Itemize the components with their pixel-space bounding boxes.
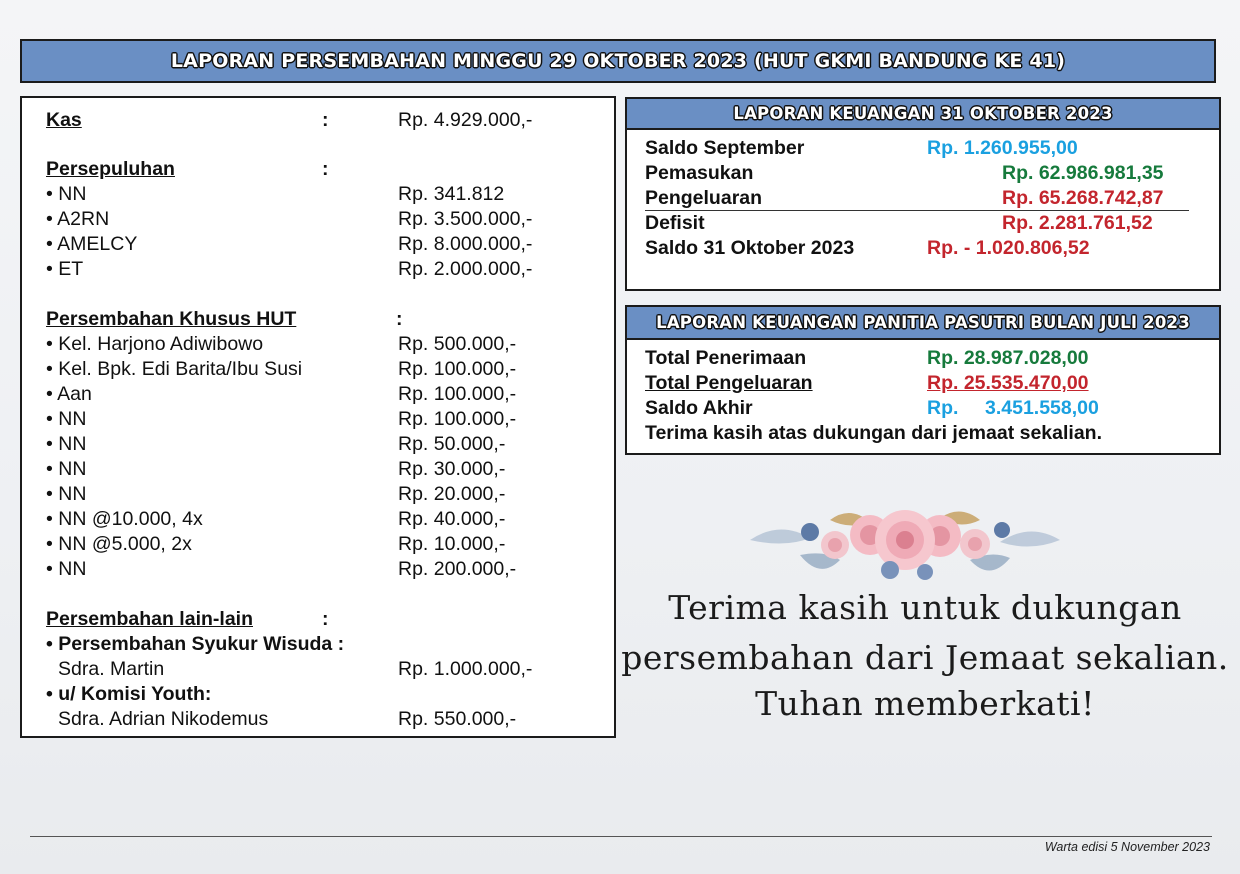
financial-report-box <box>625 97 1221 291</box>
financial-report-title: LAPORAN KEUANGAN 31 OKTOBER 2023 <box>733 104 1113 123</box>
khusus-hut-title: Persembahan Khusus HUT <box>46 308 297 330</box>
donor-amount: Rp. 100.000,- <box>398 383 517 405</box>
khusus-hut-colon: : <box>396 308 403 330</box>
row-label: Pengeluaran <box>645 187 763 209</box>
thanks-line-2: persembahan dari Jemaat sekalian. <box>621 638 1229 677</box>
youth-title: • u/ Komisi Youth: <box>46 683 212 705</box>
row-label: Saldo September <box>645 137 805 159</box>
list-item <box>46 382 606 407</box>
list-item <box>46 657 606 682</box>
donor-amount: Rp. 10.000,- <box>398 533 506 555</box>
defisit-row <box>645 211 1153 236</box>
saldo-akhir-row <box>645 236 1090 261</box>
thanks-line-1: Terima kasih untuk dukungan <box>668 588 1182 627</box>
row-label: Saldo Akhir <box>645 397 753 419</box>
list-item <box>46 507 606 532</box>
kas-colon: : <box>322 109 329 131</box>
lain-lain-heading <box>46 607 606 632</box>
kas-amount: Rp. 4.929.000,- <box>398 109 533 131</box>
lain-lain-colon: : <box>322 608 329 630</box>
total-penerimaan-row <box>645 346 1089 371</box>
pengeluaran-row <box>645 186 1189 211</box>
donor-amount: Rp. 100.000,- <box>398 408 517 430</box>
donor-amount: Rp. 341.812 <box>398 183 505 205</box>
list-item <box>46 332 606 357</box>
donor-amount: Rp. 2.000.000,- <box>398 258 533 280</box>
pasutri-report-header <box>627 307 1219 340</box>
list-item <box>46 257 606 282</box>
donor-amount: Rp. 500.000,- <box>398 333 517 355</box>
donor-name: • AMELCY <box>46 233 138 255</box>
total-pengeluaran-row <box>645 371 1089 396</box>
list-item <box>46 532 606 557</box>
donor-amount: Rp. 100.000,- <box>398 358 517 380</box>
donor-amount: Rp. 50.000,- <box>398 433 506 455</box>
pasutri-report-title: LAPORAN KEUANGAN PANITIA PASUTRI BULAN JULI 2023 <box>656 313 1190 332</box>
donor-name: • Kel. Bpk. Edi Barita/Ibu Susi <box>46 358 303 380</box>
donor-name: • NN <box>46 433 87 455</box>
row-value: Rp. 25.535.470,00 <box>927 372 1089 394</box>
floral-arrangement-icon <box>740 500 1070 590</box>
donor-amount: Rp. 3.500.000,- <box>398 208 533 230</box>
list-item <box>46 357 606 382</box>
row-value: Rp. - 1.020.806,52 <box>927 237 1090 259</box>
footer-edition: Warta edisi 5 November 2023 <box>1044 840 1210 854</box>
row-label: Pemasukan <box>645 162 754 184</box>
pasutri-report-box <box>625 305 1221 455</box>
report-title: LAPORAN PERSEMBAHAN MINGGU 29 OKTOBER 2023 (HUT GKMI BANDUNG KE 41) <box>170 50 1066 72</box>
row-value: Rp. 28.987.028,00 <box>927 347 1089 369</box>
row-value: 3.451.558,00 <box>985 397 1099 419</box>
list-item <box>46 407 606 432</box>
row-label: Total Pengeluaran <box>645 372 813 394</box>
list-item <box>46 207 606 232</box>
list-item <box>46 232 606 257</box>
row-value-prefix: Rp. <box>927 397 959 419</box>
footer-divider <box>30 836 1212 837</box>
donor-name: • ET <box>46 258 84 280</box>
list-item <box>46 707 606 732</box>
wisuda-title: • Persembahan Syukur Wisuda : <box>46 633 345 655</box>
list-item <box>46 182 606 207</box>
donor-name: Sdra. Adrian Nikodemus <box>58 708 269 730</box>
donor-name: • Aan <box>46 383 92 405</box>
pasutri-note <box>645 421 1102 446</box>
saldo-september-row <box>645 136 1078 161</box>
financial-report-header <box>627 99 1219 130</box>
donor-amount: Rp. 1.000.000,- <box>398 658 533 680</box>
donor-name: • Kel. Harjono Adiwibowo <box>46 333 264 355</box>
donor-amount: Rp. 20.000,- <box>398 483 506 505</box>
saldo-akhir-row <box>645 396 1099 421</box>
kas-row <box>46 108 606 133</box>
lain-lain-title: Persembahan lain-lain <box>46 608 253 630</box>
donor-name: • NN <box>46 458 87 480</box>
note-text: Terima kasih atas dukungan dari jemaat sekalian. <box>645 422 1102 444</box>
donor-amount: Rp. 8.000.000,- <box>398 233 533 255</box>
donor-amount: Rp. 550.000,- <box>398 708 517 730</box>
list-item <box>46 457 606 482</box>
row-label: Defisit <box>645 212 705 234</box>
row-value: Rp. 1.260.955,00 <box>927 137 1078 159</box>
thanks-line-3: Tuhan memberkati! <box>755 684 1095 723</box>
offering-report-panel <box>20 96 616 738</box>
pemasukan-row <box>645 161 1164 186</box>
donor-name: • A2RN <box>46 208 110 230</box>
row-value: Rp. 65.268.742,87 <box>1002 187 1164 209</box>
list-item <box>46 432 606 457</box>
donor-name: • NN @10.000, 4x <box>46 508 203 530</box>
donor-name: • NN <box>46 558 87 580</box>
donor-amount: Rp. 40.000,- <box>398 508 506 530</box>
row-label: Saldo 31 Oktober 2023 <box>645 237 855 259</box>
persepuluhan-heading <box>46 157 606 182</box>
donor-amount: Rp. 30.000,- <box>398 458 506 480</box>
list-item <box>46 482 606 507</box>
list-item <box>46 557 606 582</box>
row-value: Rp. 2.281.761,52 <box>1002 212 1153 234</box>
persepuluhan-title: Persepuluhan <box>46 158 175 180</box>
wisuda-subheading <box>46 632 606 657</box>
report-title-banner <box>20 39 1216 83</box>
donor-name: • NN <box>46 408 87 430</box>
donor-name: Sdra. Martin <box>58 658 165 680</box>
row-value: Rp. 62.986.981,35 <box>1002 162 1164 184</box>
kas-label: Kas <box>46 109 82 131</box>
donor-amount: Rp. 200.000,- <box>398 558 517 580</box>
khusus-hut-heading <box>46 307 606 332</box>
persepuluhan-colon: : <box>322 158 329 180</box>
donor-name: • NN @5.000, 2x <box>46 533 192 555</box>
donor-name: • NN <box>46 483 87 505</box>
donor-name: • NN <box>46 183 87 205</box>
row-label: Total Penerimaan <box>645 347 807 369</box>
youth-subheading <box>46 682 606 707</box>
